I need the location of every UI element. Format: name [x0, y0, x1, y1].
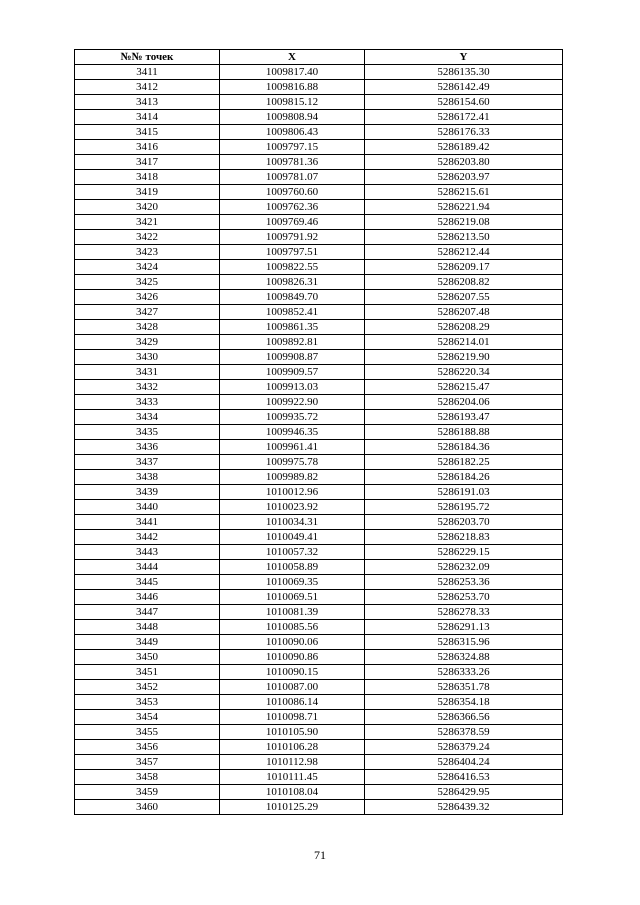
point-number-cell: 3435: [75, 425, 220, 440]
point-number-cell: 3445: [75, 575, 220, 590]
y-coordinate-cell: 5286204.06: [365, 395, 563, 410]
table-row: [75, 530, 563, 545]
table-row: [75, 635, 563, 650]
x-coordinate-cell: 1009791.92: [220, 230, 365, 245]
table-row: [75, 230, 563, 245]
point-number-cell: 3422: [75, 230, 220, 245]
point-number-cell: 3419: [75, 185, 220, 200]
table-row: [75, 155, 563, 170]
y-coordinate-cell: 5286212.44: [365, 245, 563, 260]
x-coordinate-cell: 1009797.15: [220, 140, 365, 155]
x-coordinate-cell: 1010057.32: [220, 545, 365, 560]
y-coordinate-cell: 5286184.36: [365, 440, 563, 455]
table-row: [75, 110, 563, 125]
y-coordinate-cell: 5286229.15: [365, 545, 563, 560]
point-number-cell: 3443: [75, 545, 220, 560]
x-coordinate-cell: 1009849.70: [220, 290, 365, 305]
y-coordinate-cell: 5286253.36: [365, 575, 563, 590]
y-coordinate-cell: 5286378.59: [365, 725, 563, 740]
point-number-cell: 3444: [75, 560, 220, 575]
y-coordinate-cell: 5286215.47: [365, 380, 563, 395]
x-coordinate-cell: 1009908.87: [220, 350, 365, 365]
point-number-cell: 3427: [75, 305, 220, 320]
x-coordinate-cell: 1009815.12: [220, 95, 365, 110]
x-coordinate-cell: 1010049.41: [220, 530, 365, 545]
column-header-point-number: №№ точек: [75, 50, 220, 65]
point-number-cell: 3437: [75, 455, 220, 470]
x-coordinate-cell: 1010086.14: [220, 695, 365, 710]
x-coordinate-cell: 1009909.57: [220, 365, 365, 380]
x-coordinate-cell: 1010081.39: [220, 605, 365, 620]
table-row: [75, 140, 563, 155]
point-number-cell: 3453: [75, 695, 220, 710]
page-number: 71: [314, 848, 326, 862]
x-coordinate-cell: 1010108.04: [220, 785, 365, 800]
table-row: [75, 350, 563, 365]
table-row: [75, 170, 563, 185]
point-number-cell: 3424: [75, 260, 220, 275]
table-row: [75, 620, 563, 635]
table-row: [75, 455, 563, 470]
x-coordinate-cell: 1009922.90: [220, 395, 365, 410]
x-coordinate-cell: 1009975.78: [220, 455, 365, 470]
y-coordinate-cell: 5286172.41: [365, 110, 563, 125]
point-number-cell: 3448: [75, 620, 220, 635]
point-number-cell: 3449: [75, 635, 220, 650]
y-coordinate-cell: 5286315.96: [365, 635, 563, 650]
x-coordinate-cell: 1009817.40: [220, 65, 365, 80]
table-row: [75, 470, 563, 485]
table-row: [75, 710, 563, 725]
point-number-cell: 3455: [75, 725, 220, 740]
table-row: [75, 590, 563, 605]
y-coordinate-cell: 5286219.90: [365, 350, 563, 365]
point-number-cell: 3434: [75, 410, 220, 425]
y-coordinate-cell: 5286291.13: [365, 620, 563, 635]
x-coordinate-cell: 1010087.00: [220, 680, 365, 695]
x-coordinate-cell: 1010090.86: [220, 650, 365, 665]
x-coordinate-cell: 1009760.60: [220, 185, 365, 200]
y-coordinate-cell: 5286333.26: [365, 665, 563, 680]
y-coordinate-cell: 5286189.42: [365, 140, 563, 155]
y-coordinate-cell: 5286209.17: [365, 260, 563, 275]
x-coordinate-cell: 1010090.06: [220, 635, 365, 650]
x-coordinate-cell: 1010098.71: [220, 710, 365, 725]
point-number-cell: 3412: [75, 80, 220, 95]
x-coordinate-cell: 1010012.96: [220, 485, 365, 500]
table-row: [75, 695, 563, 710]
point-number-cell: 3440: [75, 500, 220, 515]
point-number-cell: 3451: [75, 665, 220, 680]
coordinates-table: [74, 49, 563, 815]
point-number-cell: 3459: [75, 785, 220, 800]
table-row: [75, 260, 563, 275]
point-number-cell: 3425: [75, 275, 220, 290]
y-coordinate-cell: 5286203.80: [365, 155, 563, 170]
table-row: [75, 575, 563, 590]
table-row: [75, 725, 563, 740]
x-coordinate-cell: 1009816.88: [220, 80, 365, 95]
table-row: [75, 665, 563, 680]
x-coordinate-cell: 1009852.41: [220, 305, 365, 320]
point-number-cell: 3411: [75, 65, 220, 80]
x-coordinate-cell: 1010023.92: [220, 500, 365, 515]
x-coordinate-cell: 1009935.72: [220, 410, 365, 425]
y-coordinate-cell: 5286416.53: [365, 770, 563, 785]
point-number-cell: 3447: [75, 605, 220, 620]
y-coordinate-cell: 5286195.72: [365, 500, 563, 515]
table-row: [75, 680, 563, 695]
table-row: [75, 560, 563, 575]
point-number-cell: 3413: [75, 95, 220, 110]
x-coordinate-cell: 1009806.43: [220, 125, 365, 140]
y-coordinate-cell: 5286154.60: [365, 95, 563, 110]
x-coordinate-cell: 1010090.15: [220, 665, 365, 680]
point-number-cell: 3418: [75, 170, 220, 185]
y-coordinate-cell: 5286232.09: [365, 560, 563, 575]
y-coordinate-cell: 5286253.70: [365, 590, 563, 605]
y-coordinate-cell: 5286207.55: [365, 290, 563, 305]
y-coordinate-cell: 5286220.34: [365, 365, 563, 380]
point-number-cell: 3460: [75, 800, 220, 815]
point-number-cell: 3441: [75, 515, 220, 530]
y-coordinate-cell: 5286379.24: [365, 740, 563, 755]
table-body: [75, 65, 563, 815]
point-number-cell: 3436: [75, 440, 220, 455]
y-coordinate-cell: 5286278.33: [365, 605, 563, 620]
y-coordinate-cell: 5286213.50: [365, 230, 563, 245]
table-row: [75, 80, 563, 95]
y-coordinate-cell: 5286193.47: [365, 410, 563, 425]
x-coordinate-cell: 1009989.82: [220, 470, 365, 485]
x-coordinate-cell: 1010125.29: [220, 800, 365, 815]
table-row: [75, 380, 563, 395]
y-coordinate-cell: 5286135.30: [365, 65, 563, 80]
y-coordinate-cell: 5286221.94: [365, 200, 563, 215]
table-row: [75, 275, 563, 290]
x-coordinate-cell: 1009961.41: [220, 440, 365, 455]
point-number-cell: 3420: [75, 200, 220, 215]
x-coordinate-cell: 1009946.35: [220, 425, 365, 440]
point-number-cell: 3438: [75, 470, 220, 485]
x-coordinate-cell: 1009892.81: [220, 335, 365, 350]
point-number-cell: 3442: [75, 530, 220, 545]
table-row: [75, 485, 563, 500]
x-coordinate-cell: 1009769.46: [220, 215, 365, 230]
table-row: [75, 755, 563, 770]
y-coordinate-cell: 5286176.33: [365, 125, 563, 140]
x-coordinate-cell: 1009822.55: [220, 260, 365, 275]
x-coordinate-cell: 1009861.35: [220, 320, 365, 335]
y-coordinate-cell: 5286324.88: [365, 650, 563, 665]
table-row: [75, 200, 563, 215]
point-number-cell: 3450: [75, 650, 220, 665]
x-coordinate-cell: 1010105.90: [220, 725, 365, 740]
x-coordinate-cell: 1009808.94: [220, 110, 365, 125]
table-row: [75, 440, 563, 455]
y-coordinate-cell: 5286214.01: [365, 335, 563, 350]
point-number-cell: 3456: [75, 740, 220, 755]
table-row: [75, 320, 563, 335]
y-coordinate-cell: 5286191.03: [365, 485, 563, 500]
table-row: [75, 410, 563, 425]
y-coordinate-cell: 5286366.56: [365, 710, 563, 725]
y-coordinate-cell: 5286203.70: [365, 515, 563, 530]
x-coordinate-cell: 1009913.03: [220, 380, 365, 395]
y-coordinate-cell: 5286429.95: [365, 785, 563, 800]
table-row: [75, 740, 563, 755]
point-number-cell: 3421: [75, 215, 220, 230]
table-row: [75, 290, 563, 305]
y-coordinate-cell: 5286404.24: [365, 755, 563, 770]
x-coordinate-cell: 1010069.51: [220, 590, 365, 605]
y-coordinate-cell: 5286218.83: [365, 530, 563, 545]
x-coordinate-cell: 1009762.36: [220, 200, 365, 215]
column-header-x: X: [220, 50, 365, 65]
x-coordinate-cell: 1010106.28: [220, 740, 365, 755]
table-row: [75, 185, 563, 200]
point-number-cell: 3414: [75, 110, 220, 125]
point-number-cell: 3429: [75, 335, 220, 350]
x-coordinate-cell: 1010111.45: [220, 770, 365, 785]
table-row: [75, 365, 563, 380]
table-row: [75, 545, 563, 560]
point-number-cell: 3430: [75, 350, 220, 365]
x-coordinate-cell: 1009826.31: [220, 275, 365, 290]
point-number-cell: 3432: [75, 380, 220, 395]
table-header-row: [75, 50, 563, 65]
point-number-cell: 3428: [75, 320, 220, 335]
x-coordinate-cell: 1010085.56: [220, 620, 365, 635]
y-coordinate-cell: 5286188.88: [365, 425, 563, 440]
table-row: [75, 800, 563, 815]
table-row: [75, 500, 563, 515]
x-coordinate-cell: 1010069.35: [220, 575, 365, 590]
point-number-cell: 3446: [75, 590, 220, 605]
point-number-cell: 3426: [75, 290, 220, 305]
point-number-cell: 3433: [75, 395, 220, 410]
table-row: [75, 335, 563, 350]
x-coordinate-cell: 1009781.07: [220, 170, 365, 185]
table-row: [75, 515, 563, 530]
y-coordinate-cell: 5286208.29: [365, 320, 563, 335]
y-coordinate-cell: 5286142.49: [365, 80, 563, 95]
table-row: [75, 65, 563, 80]
x-coordinate-cell: 1009797.51: [220, 245, 365, 260]
point-number-cell: 3439: [75, 485, 220, 500]
table-row: [75, 215, 563, 230]
y-coordinate-cell: 5286208.82: [365, 275, 563, 290]
x-coordinate-cell: 1010034.31: [220, 515, 365, 530]
y-coordinate-cell: 5286203.97: [365, 170, 563, 185]
table-row: [75, 245, 563, 260]
point-number-cell: 3431: [75, 365, 220, 380]
point-number-cell: 3416: [75, 140, 220, 155]
x-coordinate-cell: 1010112.98: [220, 755, 365, 770]
table-row: [75, 770, 563, 785]
table-row: [75, 425, 563, 440]
table-row: [75, 125, 563, 140]
point-number-cell: 3458: [75, 770, 220, 785]
point-number-cell: 3457: [75, 755, 220, 770]
table-row: [75, 785, 563, 800]
point-number-cell: 3417: [75, 155, 220, 170]
point-number-cell: 3454: [75, 710, 220, 725]
x-coordinate-cell: 1010058.89: [220, 560, 365, 575]
y-coordinate-cell: 5286184.26: [365, 470, 563, 485]
y-coordinate-cell: 5286207.48: [365, 305, 563, 320]
point-number-cell: 3452: [75, 680, 220, 695]
table-row: [75, 305, 563, 320]
table-row: [75, 95, 563, 110]
y-coordinate-cell: 5286215.61: [365, 185, 563, 200]
table-row: [75, 395, 563, 410]
y-coordinate-cell: 5286351.78: [365, 680, 563, 695]
y-coordinate-cell: 5286219.08: [365, 215, 563, 230]
point-number-cell: 3415: [75, 125, 220, 140]
x-coordinate-cell: 1009781.36: [220, 155, 365, 170]
y-coordinate-cell: 5286354.18: [365, 695, 563, 710]
column-header-y: Y: [365, 50, 563, 65]
y-coordinate-cell: 5286182.25: [365, 455, 563, 470]
table-row: [75, 650, 563, 665]
y-coordinate-cell: 5286439.32: [365, 800, 563, 815]
table-row: [75, 605, 563, 620]
point-number-cell: 3423: [75, 245, 220, 260]
